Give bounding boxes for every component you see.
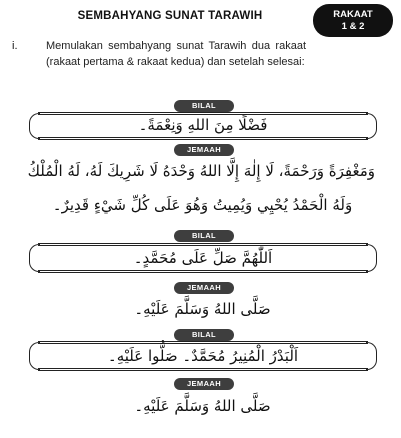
role-label-jemaah: JEMAAH bbox=[174, 282, 234, 294]
recitation-frame bbox=[38, 112, 368, 140]
arabic-text: وَلَهُ الْحَمْدُ يُحْيِي وَيُمِيتُ وَهُوَ عَلَى كُلِّ شَيْءٍ قَدِيرٌ۔ bbox=[52, 196, 353, 214]
rakaat-badge-label: RAKAAT bbox=[333, 8, 373, 20]
role-label-jemaah: JEMAAH bbox=[174, 378, 234, 390]
page-title: SEMBAHYANG SUNAT TARAWIH bbox=[77, 10, 263, 22]
rakaat-badge-value: 1 & 2 bbox=[341, 20, 365, 32]
role-label-bilal: BILAL bbox=[174, 329, 234, 341]
list-marker: i. bbox=[12, 40, 18, 52]
arabic-text: صَلَّى اللهُ وَسَلَّمَ عَلَيْهِ۔ bbox=[134, 300, 271, 318]
arabic-text: فَضْلًا مِنَ اللهِ وَنِعْمَةً۔ bbox=[138, 116, 268, 134]
role-label-bilal: BILAL bbox=[174, 230, 234, 242]
role-label-bilal: BILAL bbox=[174, 100, 234, 112]
role-label-jemaah: JEMAAH bbox=[174, 144, 234, 156]
arabic-text: اَلْبَدْرُ الْمُنِيرُ مُحَمَّدٌ۔ صَلُّوا عَلَيْهِ۔ bbox=[107, 347, 299, 365]
rakaat-badge bbox=[313, 4, 393, 37]
arabic-text: صَلَّى اللهُ وَسَلَّمَ عَلَيْهِ۔ bbox=[134, 397, 271, 415]
recitation-frame bbox=[38, 341, 368, 371]
intro-paragraph: Memulakan sembahyang sunat Tarawih dua rakaat (rakaat pertama & rakaat kedua) dan setelah selesai: bbox=[46, 40, 306, 68]
arabic-text: اَللّٰهُمَّ صَلِّ عَلَى مُحَمَّدٍ۔ bbox=[133, 249, 273, 267]
arabic-text: وَمَغْفِرَةً وَرَحْمَةً، لَا إِلٰهَ إِلَّا اللهُ وَحْدَهُ لَا شَرِيكَ لَهُ، لَهُ الْمُلْكُ bbox=[27, 162, 375, 180]
recitation-frame bbox=[38, 243, 368, 273]
